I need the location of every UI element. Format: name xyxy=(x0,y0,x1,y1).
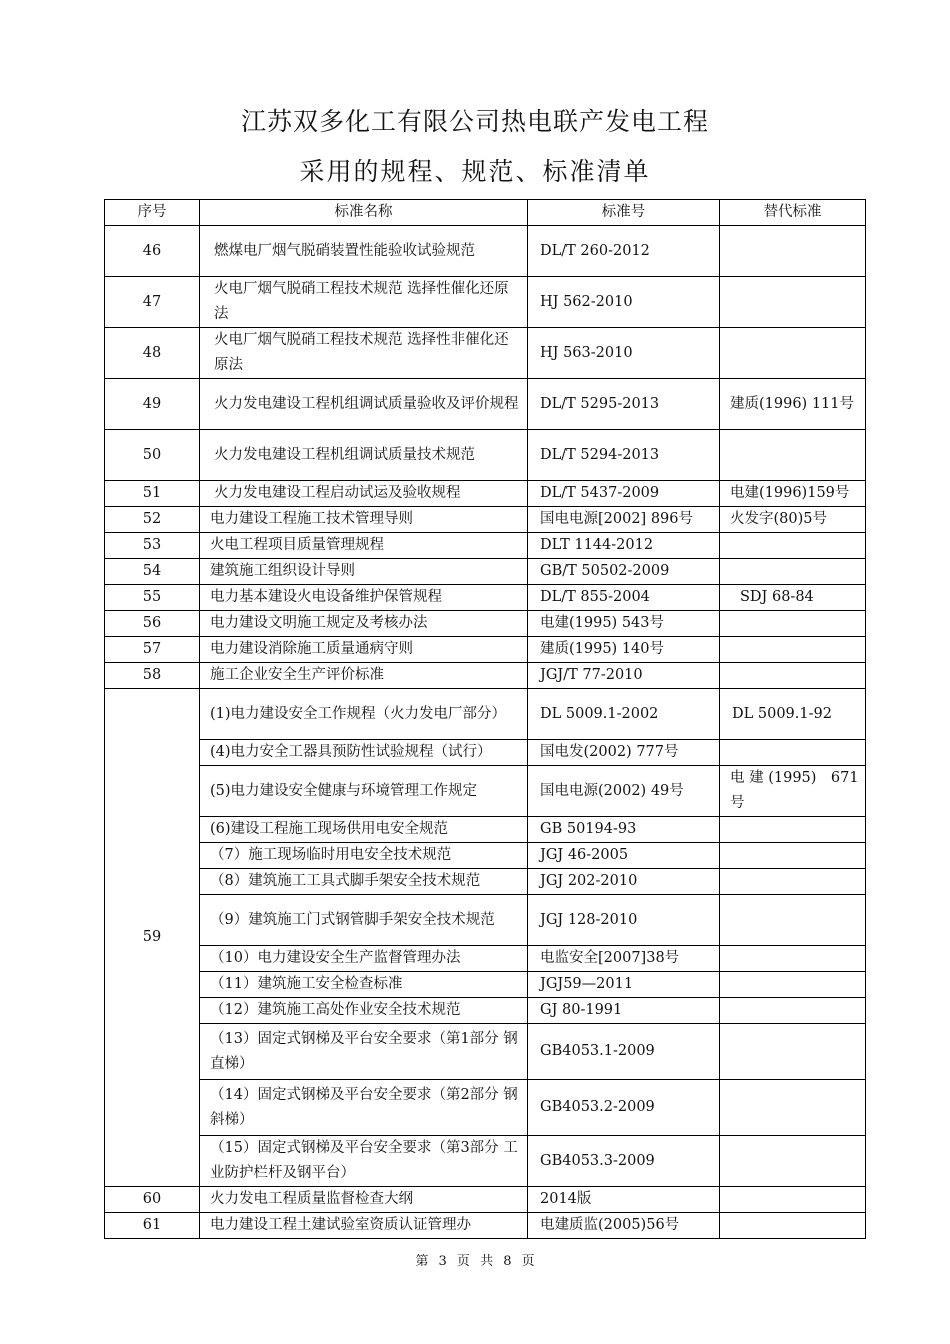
row-replace: 建质(1996) 111号 xyxy=(720,379,866,430)
table-row xyxy=(105,585,866,611)
row-name: （7）施工现场临时用电安全技术规范 xyxy=(200,843,528,869)
row-replace xyxy=(720,1080,866,1136)
row-name: （13）固定式钢梯及平台安全要求（第1部分 钢直梯） xyxy=(200,1024,528,1080)
row-name: （9）建筑施工门式钢管脚手架安全技术规范 xyxy=(200,895,528,946)
row-code: 国电电源[2002] 896号 xyxy=(528,507,720,533)
row-code: DL/T 5295-2013 xyxy=(528,379,720,430)
row-replace xyxy=(720,430,866,481)
row-name: 电力建设工程土建试验室资质认证管理办 xyxy=(200,1213,528,1239)
row-no: 59 xyxy=(105,689,200,1187)
row-name: 施工企业安全生产评价标准 xyxy=(200,663,528,689)
row-name: (5)电力建设安全健康与环境管理工作规定 xyxy=(200,766,528,817)
row-no: 48 xyxy=(105,328,200,379)
footer-total-word: 共 xyxy=(480,1254,494,1269)
footer-page-word: 页 xyxy=(456,1254,470,1269)
row-no: 46 xyxy=(105,226,200,277)
row-code: JGJ 46-2005 xyxy=(528,843,720,869)
table-row xyxy=(105,663,866,689)
table-row xyxy=(105,379,866,430)
row-name: （14）固定式钢梯及平台安全要求（第2部分 钢斜梯） xyxy=(200,1080,528,1136)
footer-total-pages: 8 xyxy=(503,1254,512,1269)
table-row xyxy=(105,946,866,972)
row-replace xyxy=(720,1187,866,1213)
row-name: 燃煤电厂烟气脱硝装置性能验收试验规范 xyxy=(200,226,528,277)
document-subtitle: 采用的规程、规范、标准清单 xyxy=(299,157,651,186)
row-replace: 电 建 (1995) 671号 xyxy=(720,766,866,817)
row-name: （11）建筑施工安全检查标准 xyxy=(200,972,528,998)
table-row xyxy=(105,972,866,998)
row-name: 火力发电建设工程启动试运及验收规程 xyxy=(200,481,528,507)
row-replace xyxy=(720,1213,866,1239)
row-name: 火力发电工程质量监督检查大纲 xyxy=(200,1187,528,1213)
row-name: (4)电力安全工器具预防性试验规程（试行） xyxy=(200,740,528,766)
row-name: (1)电力建设安全工作规程（火力发电厂部分） xyxy=(200,689,528,740)
header-no: 序号 xyxy=(105,200,200,226)
table-row xyxy=(105,843,866,869)
table-row xyxy=(105,689,866,740)
row-name: 电力基本建设火电设备维护保管规程 xyxy=(200,585,528,611)
row-replace: 电建(1996)159号 xyxy=(720,481,866,507)
row-code: DLT 1144-2012 xyxy=(528,533,720,559)
row-code: 电监安全[2007]38号 xyxy=(528,946,720,972)
header-name: 标准名称 xyxy=(200,200,528,226)
table-row xyxy=(105,226,866,277)
table-row xyxy=(105,430,866,481)
row-no: 60 xyxy=(105,1187,200,1213)
table-row xyxy=(105,869,866,895)
row-replace: SDJ 68-84 xyxy=(720,585,866,611)
row-replace xyxy=(720,533,866,559)
row-replace xyxy=(720,611,866,637)
row-code: DL/T 5437-2009 xyxy=(528,481,720,507)
row-no: 55 xyxy=(105,585,200,611)
row-replace xyxy=(720,817,866,843)
row-code: JGJ 128-2010 xyxy=(528,895,720,946)
row-replace xyxy=(720,869,866,895)
row-code: GB4053.3-2009 xyxy=(528,1136,720,1187)
row-name: 电力建设消除施工质量通病守则 xyxy=(200,637,528,663)
row-no: 58 xyxy=(105,663,200,689)
table-row xyxy=(105,895,866,946)
row-replace: DL 5009.1-92 xyxy=(720,689,866,740)
row-code: 建质(1995) 140号 xyxy=(528,637,720,663)
table-row xyxy=(105,328,866,379)
row-code: GB4053.2-2009 xyxy=(528,1080,720,1136)
row-no: 50 xyxy=(105,430,200,481)
row-replace xyxy=(720,895,866,946)
table-row xyxy=(105,1213,866,1239)
row-no: 47 xyxy=(105,277,200,328)
row-code: DL 5009.1-2002 xyxy=(528,689,720,740)
row-code: 电建质监(2005)56号 xyxy=(528,1213,720,1239)
table-row xyxy=(105,559,866,585)
table-row xyxy=(105,277,866,328)
row-code: JGJ59—2011 xyxy=(528,972,720,998)
row-code: 国电电源(2002) 49号 xyxy=(528,766,720,817)
row-replace xyxy=(720,277,866,328)
header-replace: 替代标准 xyxy=(720,200,866,226)
row-replace xyxy=(720,663,866,689)
row-replace xyxy=(720,1136,866,1187)
row-name: 火力发电建设工程机组调试质量技术规范 xyxy=(200,430,528,481)
row-code: DL/T 855-2004 xyxy=(528,585,720,611)
table-row xyxy=(105,1024,866,1080)
row-name: 火电厂烟气脱硝工程技术规范 选择性非催化还原法 xyxy=(200,328,528,379)
table-row xyxy=(105,740,866,766)
row-no: 61 xyxy=(105,1213,200,1239)
row-no: 51 xyxy=(105,481,200,507)
table-row xyxy=(105,481,866,507)
table-row xyxy=(105,611,866,637)
row-code: DL/T 260-2012 xyxy=(528,226,720,277)
row-code: HJ 562-2010 xyxy=(528,277,720,328)
row-name: 火力发电建设工程机组调试质量验收及评价规程 xyxy=(200,379,528,430)
row-no: 53 xyxy=(105,533,200,559)
footer-prefix: 第 xyxy=(415,1254,429,1269)
row-name: 建筑施工组织设计导则 xyxy=(200,559,528,585)
table-row xyxy=(105,637,866,663)
row-no: 52 xyxy=(105,507,200,533)
row-replace xyxy=(720,226,866,277)
row-code: HJ 563-2010 xyxy=(528,328,720,379)
row-code: GB 50194-93 xyxy=(528,817,720,843)
document-title: 江苏双多化工有限公司热电联产发电工程 xyxy=(240,107,709,136)
row-replace xyxy=(720,328,866,379)
row-code: GB/T 50502-2009 xyxy=(528,559,720,585)
page-footer xyxy=(0,1250,950,1269)
table-row xyxy=(105,1136,866,1187)
row-no: 49 xyxy=(105,379,200,430)
row-no: 56 xyxy=(105,611,200,637)
footer-suffix: 页 xyxy=(521,1254,535,1269)
row-replace xyxy=(720,740,866,766)
row-code: 2014版 xyxy=(528,1187,720,1213)
header-code: 标准号 xyxy=(528,200,720,226)
row-replace xyxy=(720,972,866,998)
table-row xyxy=(105,998,866,1024)
table-row xyxy=(105,766,866,817)
row-no: 54 xyxy=(105,559,200,585)
row-code: GJ 80-1991 xyxy=(528,998,720,1024)
row-name: （15）固定式钢梯及平台安全要求（第3部分 工业防护栏杆及钢平台） xyxy=(200,1136,528,1187)
standards-table xyxy=(104,199,866,1239)
row-replace xyxy=(720,1024,866,1080)
row-code: GB4053.1-2009 xyxy=(528,1024,720,1080)
row-replace xyxy=(720,637,866,663)
row-name: 电力建设工程施工技术管理导则 xyxy=(200,507,528,533)
row-code: 国电发(2002) 777号 xyxy=(528,740,720,766)
row-replace xyxy=(720,946,866,972)
table-row xyxy=(105,507,866,533)
row-code: DL/T 5294-2013 xyxy=(528,430,720,481)
table-row xyxy=(105,1187,866,1213)
row-code: JGJ 202-2010 xyxy=(528,869,720,895)
table-header-row xyxy=(105,200,866,226)
row-name: 电力建设文明施工规定及考核办法 xyxy=(200,611,528,637)
row-name: （12）建筑施工高处作业安全技术规范 xyxy=(200,998,528,1024)
row-code: JGJ/T 77-2010 xyxy=(528,663,720,689)
row-replace: 火发字(80)5号 xyxy=(720,507,866,533)
row-code: 电建(1995) 543号 xyxy=(528,611,720,637)
row-replace xyxy=(720,998,866,1024)
row-name: （10）电力建设安全生产监督管理办法 xyxy=(200,946,528,972)
table-row xyxy=(105,1080,866,1136)
row-name: （8）建筑施工工具式脚手架安全技术规范 xyxy=(200,869,528,895)
table-row xyxy=(105,817,866,843)
row-replace xyxy=(720,843,866,869)
row-name: 火电厂烟气脱硝工程技术规范 选择性催化还原法 xyxy=(200,277,528,328)
row-name: 火电工程项目质量管理规程 xyxy=(200,533,528,559)
row-no: 57 xyxy=(105,637,200,663)
row-name: (6)建设工程施工现场供用电安全规范 xyxy=(200,817,528,843)
footer-page-number: 3 xyxy=(438,1254,447,1269)
table-row xyxy=(105,533,866,559)
row-replace xyxy=(720,559,866,585)
